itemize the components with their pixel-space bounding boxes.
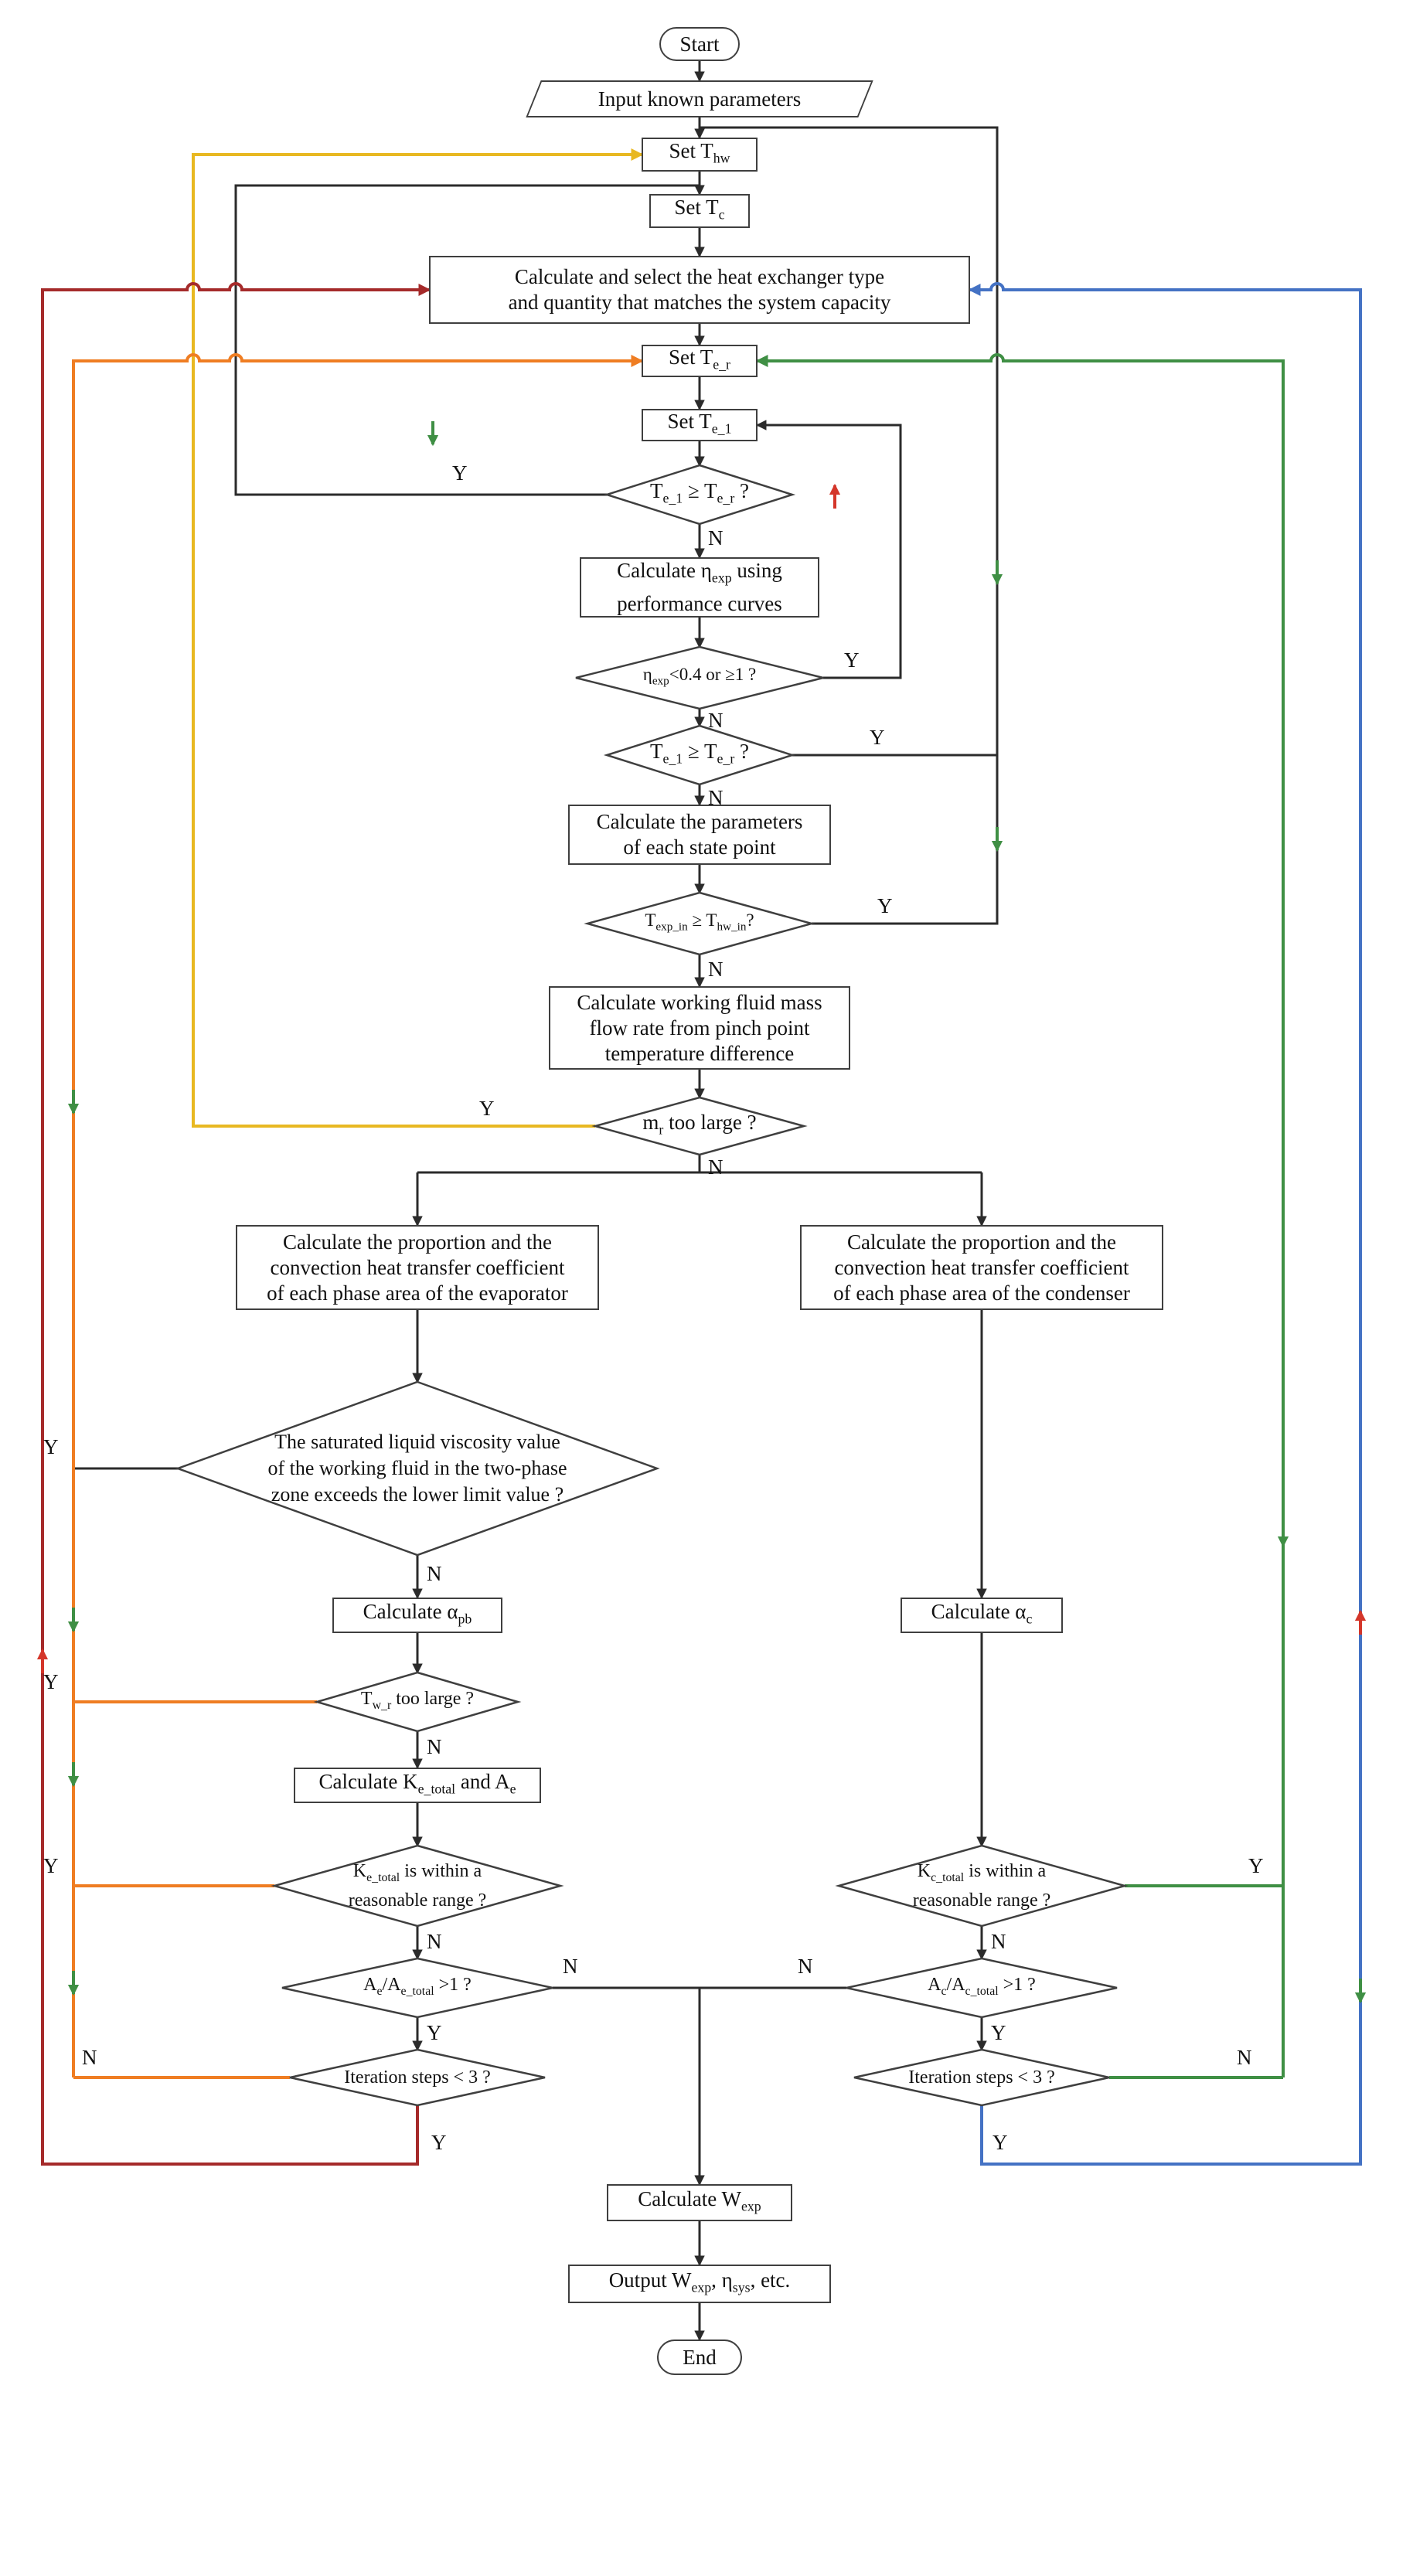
node-hx-select-label: Calculate and select the heat exchanger type and quantity that matches the system capacity	[508, 265, 891, 314]
node-set-ter	[642, 345, 758, 377]
node-output	[568, 2265, 831, 2303]
node-calc-evaporator-label: Calculate the proportion and the convection heat transfer coefficient of each phase area of the evaporator	[267, 1230, 568, 1305]
node-d-viscosity-label: The saturated liquid viscosity value of the working fluid in the two-phase zone exceeds the lower limit value ?	[267, 1431, 567, 1506]
label-d2-no: N	[708, 786, 724, 809]
node-calc-eta	[580, 557, 819, 618]
label-texp-no: N	[708, 958, 724, 981]
node-output-label: Output $W_{exp}$, $\eta_{sys}$, etc.	[608, 2268, 791, 2295]
node-set-thw-label: Set $T_{hw}$	[669, 138, 730, 166]
node-end	[657, 2339, 742, 2375]
edge-orange-to-setter	[73, 355, 642, 2077]
node-d2-label: $T_{e\_1} \ge T_{e\_r}$ ?	[649, 739, 750, 767]
node-calc-mass-flow	[549, 986, 850, 1070]
node-d-ae-ratio	[290, 1974, 545, 2002]
node-d-kc-range	[858, 1861, 1105, 1911]
label-ke-yes: Y	[43, 1854, 59, 1877]
node-d-texp	[584, 910, 815, 938]
label-texp-yes: Y	[877, 894, 893, 917]
node-calc-ke-label: Calculate $K_{e\_total}$ and $A_e$	[318, 1769, 516, 1797]
node-d-ac-ratio	[854, 1974, 1109, 2002]
node-d1-te1-ge-ter	[607, 478, 792, 509]
node-calc-condenser	[800, 1225, 1163, 1310]
node-d1-label: $T_{e\_1} \ge T_{e\_r}$ ?	[649, 478, 750, 506]
node-calc-evaporator	[236, 1225, 599, 1310]
node-start	[659, 27, 740, 61]
node-calc-state-points	[568, 805, 831, 865]
node-d-viscosity	[232, 1429, 603, 1508]
label-ae-no: N	[563, 1955, 578, 1978]
label-viscosity-yes: Y	[43, 1435, 59, 1458]
node-set-te1	[642, 409, 758, 441]
node-d-kc-range-label: $K_{c\_total}$ is within a reasonable range ?	[912, 1860, 1051, 1911]
node-calc-wexp	[607, 2184, 792, 2221]
label-iterr-yes: Y	[993, 2131, 1008, 2154]
node-d2-te1-ge-ter	[607, 741, 792, 769]
label-ae-yes: Y	[427, 2021, 442, 2044]
node-calc-eta-label: Calculate $\eta_{exp}$ using performance curves	[617, 559, 782, 615]
node-calc-ac	[901, 1598, 1063, 1633]
node-d-twr	[309, 1688, 526, 1716]
node-calc-mass-label: Calculate working fluid mass flow rate from pinch point temperature difference	[577, 990, 822, 1065]
node-d-texp-label: $T_{exp\_in} \ge T_{hw\_in}$?	[645, 910, 754, 934]
node-d-ac-ratio-label: $A_c/A_{c\_total} >1$ ?	[928, 1974, 1036, 1998]
edge-left-joins-orange	[73, 1702, 317, 2077]
node-calc-wexp-label: Calculate $W_{exp}$	[638, 2186, 761, 2214]
label-d1-yes: Y	[452, 461, 468, 485]
node-calc-ac-label: Calculate $\alpha_c$	[931, 1599, 1033, 1627]
node-set-ter-label: Set $T_{e\_r}$	[668, 345, 730, 373]
edge-green-to-setter	[758, 355, 1283, 2077]
label-twr-yes: Y	[43, 1670, 59, 1693]
node-calc-state-label: Calculate the parameters of each state point	[596, 810, 803, 859]
node-d-eta-range-label: $\eta_{exp}<0.4$ or ≥1 ?	[642, 665, 757, 688]
node-calc-ke	[294, 1768, 541, 1803]
node-d-iteration-left-label: Iteration steps < 3 ?	[344, 2067, 491, 2088]
label-mr-yes: Y	[479, 1097, 495, 1120]
label-d2-yes: Y	[870, 726, 885, 749]
node-d-mr-label: $m_r$ too large ?	[642, 1110, 757, 1138]
node-d-ke-range	[294, 1861, 541, 1911]
node-input-label: Input known parameters	[598, 87, 802, 111]
label-viscosity-no: N	[427, 1562, 442, 1585]
label-iterl-no: N	[82, 2046, 97, 2069]
node-set-tc-label: Set $T_c$	[674, 195, 725, 223]
node-d-ke-range-label: $K_{e\_total}$ is within a reasonable range ?	[348, 1860, 487, 1911]
node-set-thw	[642, 138, 758, 172]
edge-etad-yes-to-sette1	[758, 425, 901, 678]
node-calc-apb-label: Calculate $\alpha_{pb}$	[363, 1599, 472, 1627]
label-ac-yes: Y	[991, 2021, 1006, 2044]
label-ke-no: N	[427, 1930, 442, 1953]
node-d-iteration-right	[858, 2064, 1105, 2091]
node-d-iteration-right-label: Iteration steps < 3 ?	[908, 2067, 1055, 2088]
label-mr-no: N	[708, 1155, 724, 1179]
node-set-tc	[649, 194, 750, 228]
node-end-label: End	[683, 2345, 717, 2369]
node-d-eta-range	[576, 664, 823, 692]
edge-split-bar	[417, 1155, 982, 1172]
label-eta-no: N	[708, 709, 724, 732]
node-input-parameters	[533, 80, 866, 117]
label-kc-no: N	[991, 1930, 1006, 1953]
label-kc-yes: Y	[1248, 1854, 1264, 1877]
node-d-twr-label: $T_{w\_r}$ too large ?	[360, 1688, 475, 1712]
label-eta-yes: Y	[844, 648, 860, 672]
label-iterr-no: N	[1237, 2046, 1252, 2069]
node-d-mr	[595, 1112, 804, 1140]
edge-right-joins-green	[1109, 1886, 1283, 2077]
node-calc-condenser-label: Calculate the proportion and the convection heat transfer coefficient of each phase area of the condenser	[833, 1230, 1130, 1305]
edge-d1-yes-to-settc	[236, 185, 700, 495]
label-d1-no: N	[708, 526, 724, 550]
node-hx-select	[429, 256, 970, 324]
node-d-ae-ratio-label: $A_e/A_{e\_total} >1$ ?	[363, 1974, 472, 1998]
node-set-te1-label: Set $T_{e\_1}$	[667, 409, 732, 437]
label-iterl-yes: Y	[431, 2131, 447, 2154]
node-start-label: Start	[679, 32, 720, 56]
label-ac-no: N	[798, 1955, 813, 1978]
label-twr-no: N	[427, 1735, 442, 1758]
node-d-iteration-left	[294, 2064, 541, 2091]
node-calc-apb	[332, 1598, 502, 1633]
